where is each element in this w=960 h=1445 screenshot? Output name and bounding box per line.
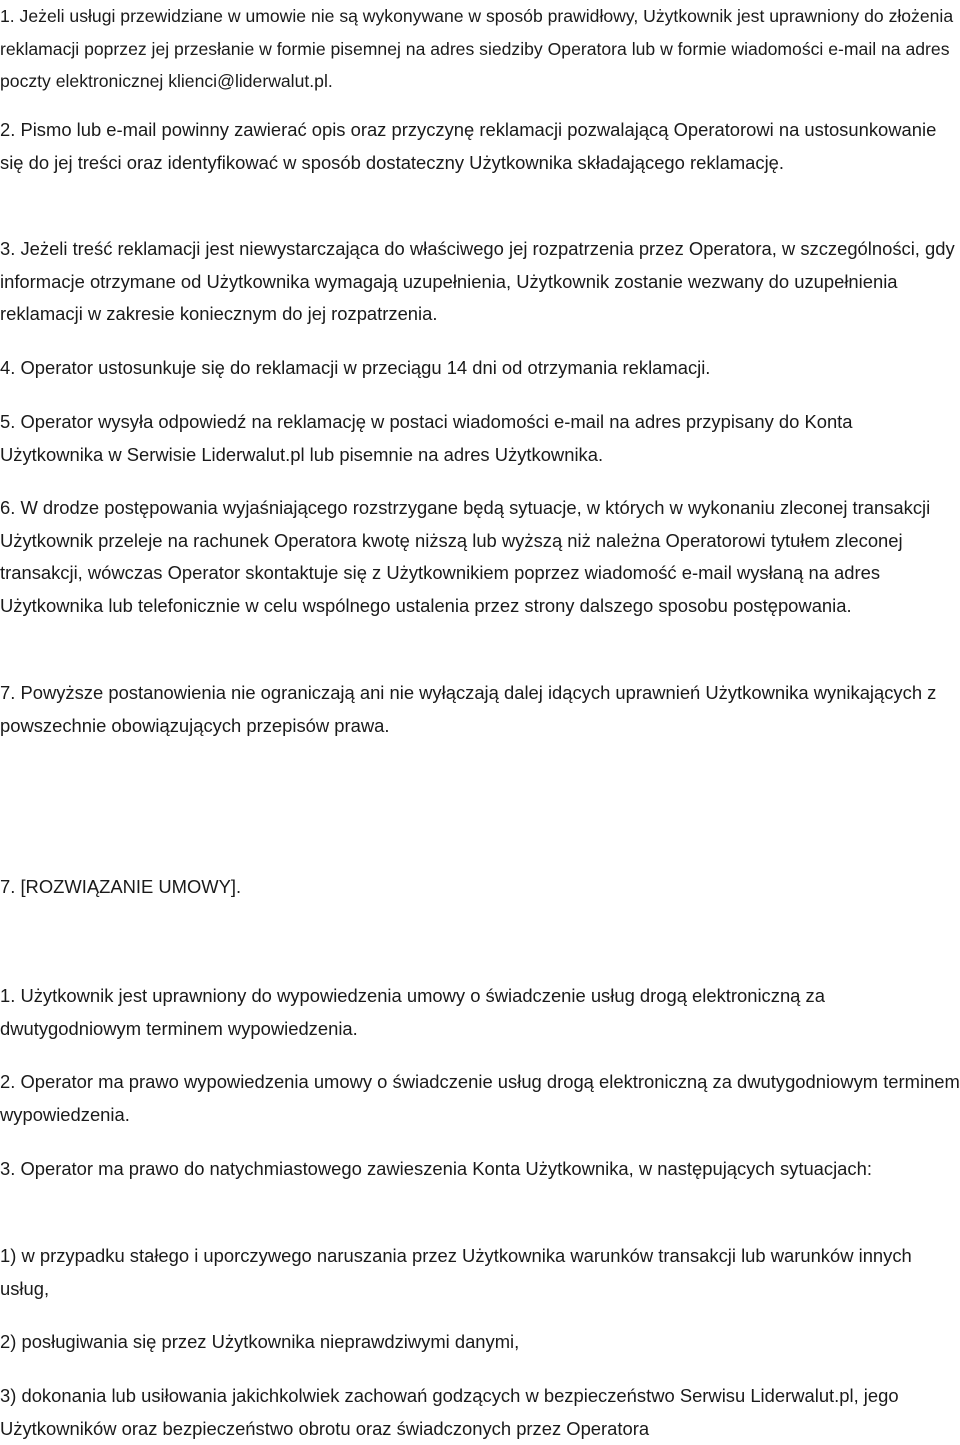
- termination-clause-1: [0, 980, 960, 1045]
- termination-clause-3: [0, 1153, 960, 1186]
- section-title: 7. [ROZWIĄZANIE UMOWY].: [0, 876, 242, 897]
- paragraph-text: 2. Pismo lub e-mail powinny zawierać opis oraz przyczynę reklamacji pozwalającą Operatorowi na ustosunkowanie się do jej treści oraz identyfikować w sposób dostateczny Użytkownika składającego reklamację.: [0, 119, 937, 173]
- complaint-clause-5: [0, 406, 960, 471]
- complaint-clause-4: [0, 352, 960, 385]
- termination-situation-1: [0, 1240, 960, 1305]
- paragraph-text: 1) w przypadku stałego i uporczywego naruszania przez Użytkownika warunków transakcji lub warunków innych usług,: [0, 1245, 912, 1299]
- section-heading: [0, 871, 960, 904]
- complaint-clause-6: [0, 492, 960, 622]
- complaint-clause-1: [0, 0, 960, 98]
- paragraph-text: 2) posługiwania się przez Użytkownika nieprawdziwymi danymi,: [0, 1331, 520, 1352]
- paragraph-text: 6. W drodze postępowania wyjaśniającego rozstrzygane będą sytuacje, w których w wykonaniu zleconej transakcji Użytkownik przeleje na rachunek Operatora kwotę niższą lub wyższą niż należna Operatorowi tytułem zleconej transakcji, wówczas Operator skontaktuje się z Użytkownikiem poprzez wiadomość e-mail wysłaną na adres Użytkownika lub telefonicznie w celu wspólnego ustalenia przez strony dalszego sposobu postępowania.: [0, 497, 931, 616]
- paragraph-text: 4. Operator ustosunkuje się do reklamacji w przeciągu 14 dni od otrzymania reklamacji.: [0, 357, 711, 378]
- paragraph-text: 5. Operator wysyła odpowiedź na reklamację w postaci wiadomości e-mail na adres przypisany do Konta Użytkownika w Serwisie Liderwalut.pl lub pisemnie na adres Użytkownika.: [0, 411, 853, 465]
- complaint-clause-3: [0, 233, 960, 331]
- complaint-clause-2: [0, 114, 960, 179]
- complaint-clause-7: [0, 677, 960, 742]
- paragraph-text: 3) dokonania lub usiłowania jakichkolwiek zachowań godzących w bezpieczeństwo Serwisu Liderwalut.pl, jego Użytkowników oraz bezpieczeństwo obrotu oraz świadczonych przez Operatora: [0, 1385, 899, 1439]
- paragraph-text: 1. Użytkownik jest uprawniony do wypowiedzenia umowy o świadczenie usług drogą elektroniczną za dwutygodniowym terminem wypowiedzenia.: [0, 985, 825, 1039]
- paragraph-text: 7. Powyższe postanowienia nie ograniczają ani nie wyłączają dalej idących uprawnień Użytkownika wynikających z powszechnie obowiązujących przepisów prawa.: [0, 682, 937, 736]
- paragraph-text: 2. Operator ma prawo wypowiedzenia umowy o świadczenie usług drogą elektroniczną za dwutygodniowym terminem wypowiedzenia.: [0, 1071, 960, 1125]
- paragraph-text: 1. Jeżeli usługi przewidziane w umowie nie są wykonywane w sposób prawidłowy, Użytkownik jest uprawniony do złożenia reklamacji poprzez jej przesłanie w formie pisemnej na adres siedziby Operatora lub w formie wiadomości e-mail na adres poczty elektronicznej klienci@liderwalut.pl.: [0, 6, 954, 91]
- paragraph-text: 3. Operator ma prawo do natychmiastowego zawieszenia Konta Użytkownika, w następujących sytuacjach:: [0, 1158, 872, 1179]
- termination-situation-2: [0, 1326, 960, 1359]
- termination-situation-3: [0, 1380, 960, 1445]
- termination-clause-2: [0, 1066, 960, 1131]
- paragraph-text: 3. Jeżeli treść reklamacji jest niewystarczająca do właściwego jej rozpatrzenia przez Operatora, w szczególności, gdy informacje otrzymane od Użytkownika wymagają uzupełnienia, Użytkownik zostanie wezwany do uzupełnienia reklamacji w zakresie koniecznym do jej rozpatrzenia.: [0, 238, 955, 324]
